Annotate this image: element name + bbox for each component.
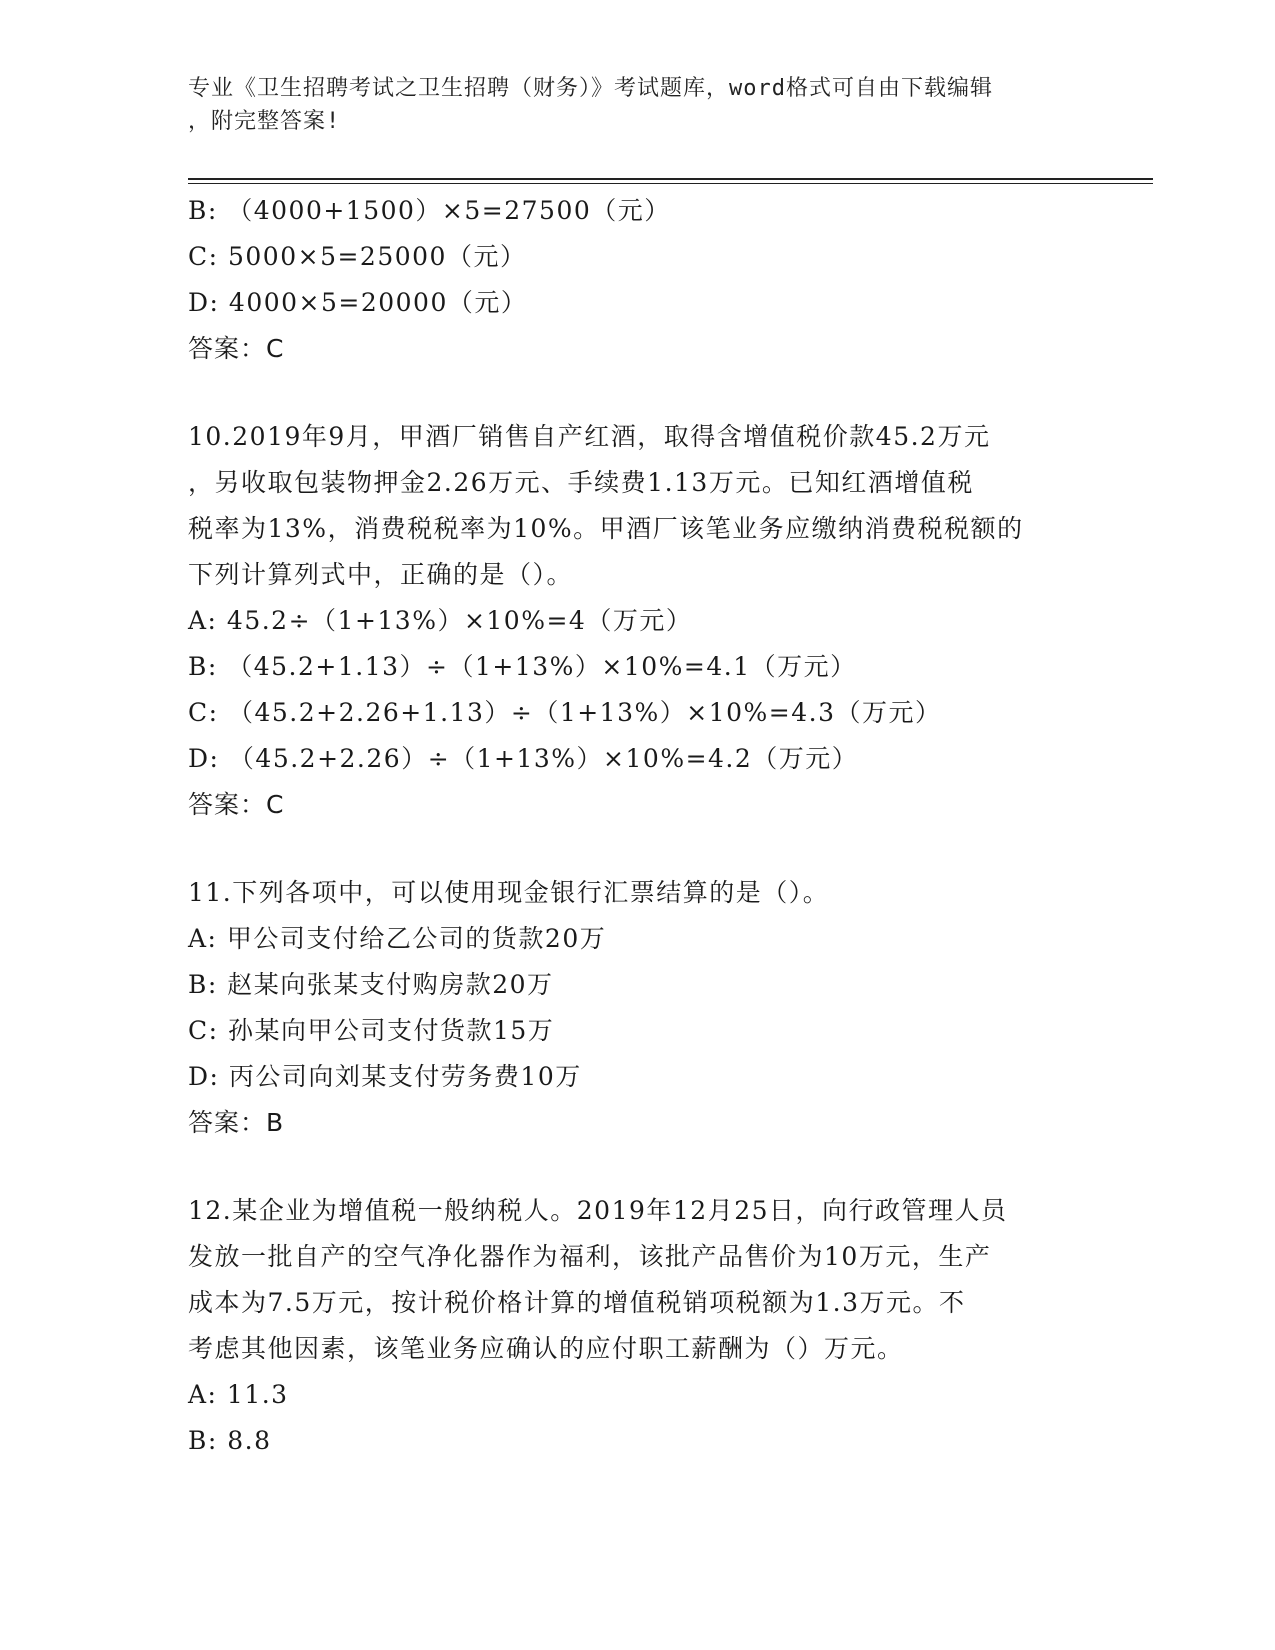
spacer <box>188 1146 1088 1188</box>
spacer <box>188 828 1088 870</box>
question-content <box>188 188 1088 1464</box>
question-stem <box>188 1188 1088 1372</box>
document-header <box>188 72 1078 138</box>
spacer <box>188 372 1088 414</box>
stem-line: 11.下列各项中，可以使用现金银行汇票结算的是（）。 <box>188 878 830 907</box>
option-a: A: 甲公司支付给乙公司的货款20万 <box>188 924 607 953</box>
stem-line: 税率为13%，消费税税率为10%。甲酒厂该笔业务应缴纳消费税税额的 <box>188 514 1024 543</box>
stem-line: 成本为7.5万元，按计税价格计算的增值税销项税额为1.3万元。不 <box>188 1288 966 1317</box>
question-10 <box>188 414 1088 828</box>
answer-label: 答案：C <box>188 790 285 819</box>
option-d: D: （45.2+2.26）÷（1+13%）×10%=4.2（万元） <box>188 744 859 773</box>
option-d: D: 丙公司向刘某支付劳务费10万 <box>188 1062 582 1091</box>
question-stem <box>188 414 1088 598</box>
question-9 <box>188 188 1088 372</box>
option-c: C: 孙某向甲公司支付货款15万 <box>188 1016 555 1045</box>
answer-label: 答案：B <box>188 1108 285 1137</box>
header-divider-thin <box>188 183 1153 184</box>
question-12 <box>188 1188 1088 1464</box>
option-c: C: 5000×5=25000（元） <box>188 242 527 271</box>
option-b: B: （45.2+1.13）÷（1+13%）×10%=4.1（万元） <box>188 652 857 681</box>
question-11 <box>188 870 1088 1146</box>
option-b: B: 8.8 <box>188 1426 272 1455</box>
stem-line: 发放一批自产的空气净化器作为福利，该批产品售价为10万元，生产 <box>188 1242 992 1271</box>
option-d: D: 4000×5=20000（元） <box>188 288 528 317</box>
stem-line: 10.2019年9月，甲酒厂销售自产红酒，取得含增值税价款45.2万元 <box>188 422 991 451</box>
header-line-1: 专业《卫生招聘考试之卫生招聘（财务）》考试题库，word格式可自由下载编辑 <box>188 76 993 101</box>
stem-line: 考虑其他因素，该笔业务应确认的应付职工薪酬为（）万元。 <box>188 1334 904 1363</box>
option-c: C: （45.2+2.26+1.13）÷（1+13%）×10%=4.3（万元） <box>188 698 942 727</box>
stem-line: 下列计算列式中，正确的是（）。 <box>188 560 574 589</box>
option-a: A: 11.3 <box>188 1380 289 1409</box>
option-b: B: （4000+1500）×5=27500（元） <box>188 196 671 225</box>
header-line-2: ，附完整答案! <box>188 109 341 134</box>
stem-line: ，另收取包装物押金2.26万元、手续费1.13万元。已知红酒增值税 <box>188 468 974 497</box>
answer-label: 答案：C <box>188 334 285 363</box>
question-stem <box>188 870 1088 916</box>
option-b: B: 赵某向张某支付购房款20万 <box>188 970 554 999</box>
stem-line: 12.某企业为增值税一般纳税人。2019年12月25日，向行政管理人员 <box>188 1196 1008 1225</box>
option-a: A: 45.2÷（1+13%）×10%=4（万元） <box>188 606 693 635</box>
header-divider-thick <box>188 178 1153 180</box>
